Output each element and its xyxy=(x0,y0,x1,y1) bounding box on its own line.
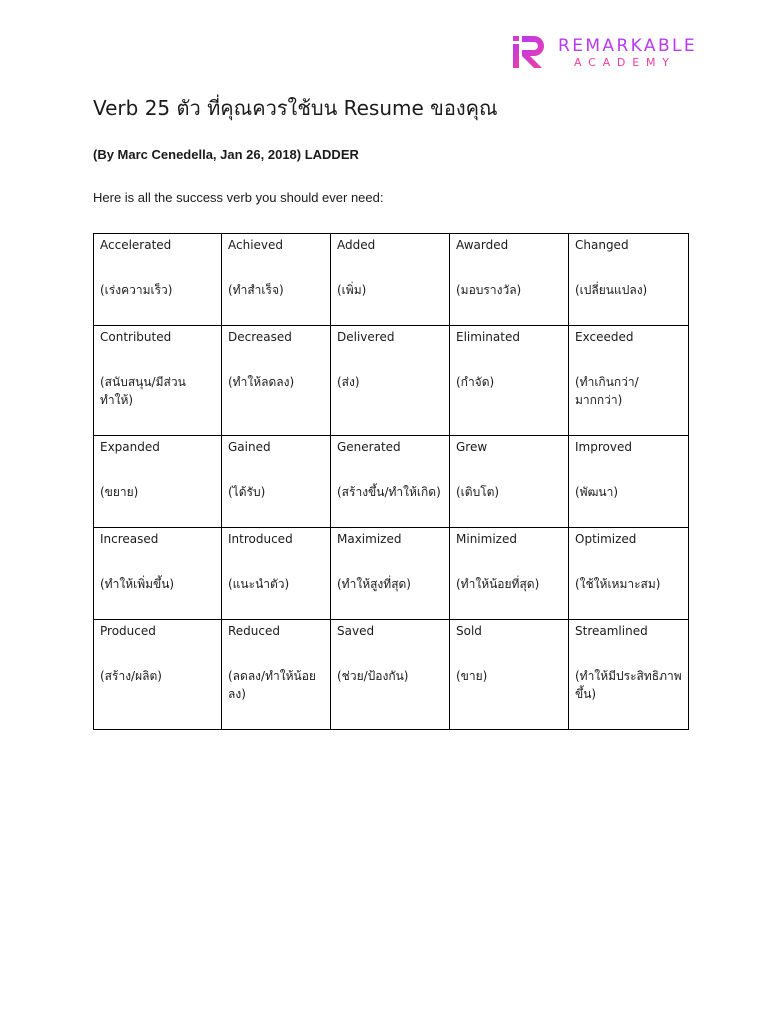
intro-text: Here is all the success verb you should ever need: xyxy=(93,190,384,205)
verb-table xyxy=(93,233,689,730)
verb-english: Streamlined xyxy=(575,624,648,638)
verb-cell xyxy=(222,620,331,730)
verb-cell xyxy=(222,436,331,528)
verb-english: Reduced xyxy=(228,624,281,638)
verb-english: Saved xyxy=(337,624,375,638)
document-title: Verb 25 ตัว ที่คุณควรใช้บน Resume ของคุณ xyxy=(93,96,498,120)
brand-tagline: ACADEMY xyxy=(574,56,676,69)
verb-thai: (ทำเกินกว่า/มากกว่า) xyxy=(575,375,639,407)
verb-cell xyxy=(331,528,450,620)
table-row xyxy=(94,620,689,730)
verb-cell xyxy=(450,620,569,730)
verb-english: Awarded xyxy=(456,238,509,252)
verb-cell xyxy=(450,326,569,436)
verb-cell xyxy=(94,326,222,436)
verb-english: Introduced xyxy=(228,532,293,546)
verb-thai: (เร่งความเร็ว) xyxy=(100,283,173,297)
verb-thai: (ส่ง) xyxy=(337,375,360,389)
verb-english: Added xyxy=(337,238,376,252)
logo-r-icon xyxy=(512,34,550,70)
verb-english: Improved xyxy=(575,440,632,454)
verb-cell xyxy=(569,528,689,620)
verb-thai: (ทำสำเร็จ) xyxy=(228,283,284,297)
verb-english: Expanded xyxy=(100,440,160,454)
verb-english: Accelerated xyxy=(100,238,172,252)
table-row xyxy=(94,528,689,620)
verb-english: Eliminated xyxy=(456,330,520,344)
verb-cell xyxy=(222,528,331,620)
verb-english: Maximized xyxy=(337,532,402,546)
brand-name: REMARKABLE xyxy=(558,36,698,56)
verb-english: Decreased xyxy=(228,330,292,344)
verb-english: Produced xyxy=(100,624,156,638)
verb-thai: (ทำให้ลดลง) xyxy=(228,375,295,389)
verb-cell xyxy=(450,436,569,528)
verb-cell xyxy=(450,528,569,620)
verb-english: Optimized xyxy=(575,532,637,546)
verb-english: Sold xyxy=(456,624,482,638)
verb-thai: (ช่วย/ป้องกัน) xyxy=(337,669,409,683)
verb-thai: (ทำให้สูงที่สุด) xyxy=(337,577,411,591)
verb-english: Exceeded xyxy=(575,330,634,344)
verb-thai: (เพิ่ม) xyxy=(337,283,367,297)
verb-english: Gained xyxy=(228,440,271,454)
verb-thai: (สร้างขึ้น/ทำให้เกิด) xyxy=(337,485,441,499)
table-row xyxy=(94,234,689,326)
verb-cell xyxy=(94,436,222,528)
verb-thai: (ทำให้เพิ่มขึ้น) xyxy=(100,577,175,591)
verb-english: Minimized xyxy=(456,532,517,546)
verb-thai: (ทำให้มีประสิทธิภาพขึ้น) xyxy=(575,669,682,701)
verb-english: Delivered xyxy=(337,330,395,344)
verb-cell xyxy=(222,234,331,326)
verb-english: Increased xyxy=(100,532,159,546)
verb-cell xyxy=(222,326,331,436)
verb-cell xyxy=(569,436,689,528)
verb-cell xyxy=(94,620,222,730)
verb-thai: (ขาย) xyxy=(456,669,488,683)
verb-thai: (มอบรางวัล) xyxy=(456,283,522,297)
verb-thai: (แนะนำตัว) xyxy=(228,577,290,591)
verb-english: Contributed xyxy=(100,330,172,344)
remarkable-academy-logo xyxy=(512,34,724,74)
verb-cell xyxy=(569,326,689,436)
verb-thai: (กำจัด) xyxy=(456,375,495,389)
verb-cell xyxy=(331,326,450,436)
verb-thai: (สนับสนุน/มีส่วนทำให้) xyxy=(100,375,186,407)
verb-english: Changed xyxy=(575,238,629,252)
verb-english: Achieved xyxy=(228,238,284,252)
verb-english: Grew xyxy=(456,440,488,454)
verb-thai: (เปลี่ยนแปลง) xyxy=(575,283,648,297)
verb-thai: (ขยาย) xyxy=(100,485,139,499)
verb-cell xyxy=(331,436,450,528)
verb-thai: (ทำให้น้อยที่สุด) xyxy=(456,577,540,591)
verb-cell xyxy=(569,620,689,730)
verb-thai: (สร้าง/ผลิต) xyxy=(100,669,162,683)
verb-thai: (ใช้ให้เหมาะสม) xyxy=(575,577,661,591)
table-row xyxy=(94,326,689,436)
table-row xyxy=(94,436,689,528)
verb-cell xyxy=(450,234,569,326)
verb-cell xyxy=(94,528,222,620)
verb-thai: (พัฒนา) xyxy=(575,485,619,499)
verb-cell xyxy=(569,234,689,326)
verb-english: Generated xyxy=(337,440,401,454)
verb-thai: (ลดลง/ทำให้น้อยลง) xyxy=(228,669,316,701)
verb-thai: (เติบโต) xyxy=(456,485,500,499)
verb-cell xyxy=(331,234,450,326)
verb-thai: (ได้รับ) xyxy=(228,485,266,499)
byline: (By Marc Cenedella, Jan 26, 2018) LADDER xyxy=(93,147,359,162)
verb-cell xyxy=(331,620,450,730)
verb-cell xyxy=(94,234,222,326)
